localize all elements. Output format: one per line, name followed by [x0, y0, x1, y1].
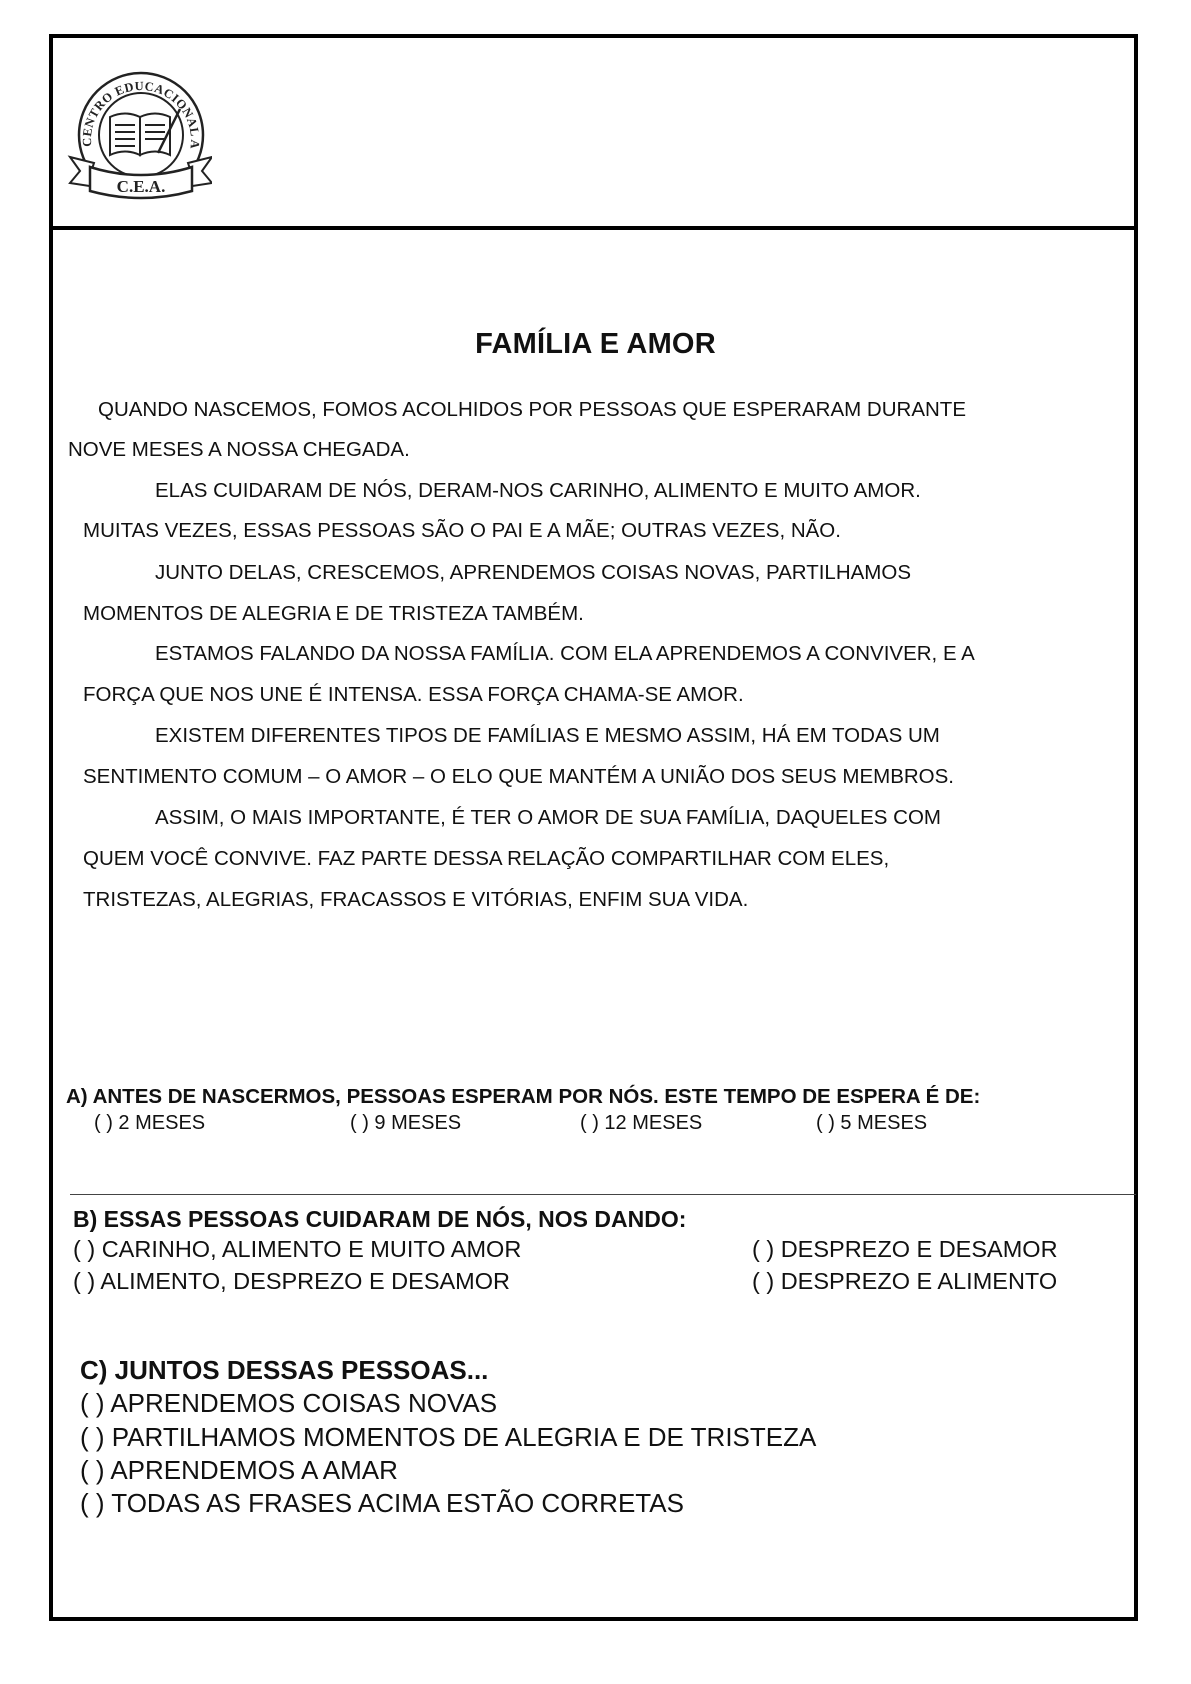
question-b-option[interactable]: ( ) ALIMENTO, DESPREZO E DESAMOR [73, 1268, 510, 1294]
question-c-option[interactable]: ( ) PARTILHAMOS MOMENTOS DE ALEGRIA E DE TRISTEZA [80, 1422, 817, 1452]
text-line: SENTIMENTO COMUM – O AMOR – O ELO QUE MANTÉM A UNIÃO DOS SEUS MEMBROS. [83, 765, 954, 788]
question-c-option[interactable]: ( ) TODAS AS FRASES ACIMA ESTÃO CORRETAS [80, 1488, 684, 1518]
text-line: JUNTO DELAS, CRESCEMOS, APRENDEMOS COISAS NOVAS, PARTILHAMOS [155, 561, 912, 584]
question-b-option[interactable]: ( ) DESPREZO E DESAMOR [752, 1236, 1058, 1262]
text-line: FORÇA QUE NOS UNE É INTENSA. ESSA FORÇA CHAMA-SE AMOR. [83, 683, 744, 706]
question-a-option[interactable]: ( ) 2 MESES [94, 1112, 206, 1134]
page-title: FAMÍLIA E AMOR [475, 328, 716, 360]
text-line: MOMENTOS DE ALEGRIA E DE TRISTEZA TAMBÉM. [83, 602, 584, 625]
answer-line [70, 1194, 1136, 1195]
text-line: ASSIM, O MAIS IMPORTANTE, É TER O AMOR DE SUA FAMÍLIA, DAQUELES COM [155, 806, 941, 829]
question-c-option[interactable]: ( ) APRENDEMOS A AMAR [80, 1455, 398, 1485]
question-a-option[interactable]: ( ) 5 MESES [816, 1112, 928, 1134]
text-line: QUEM VOCÊ CONVIVE. FAZ PARTE DESSA RELAÇÃO COMPARTILHAR COM ELES, [83, 847, 890, 870]
text-line: ESTAMOS FALANDO DA NOSSA FAMÍLIA. COM ELA APRENDEMOS A CONVIVER, E A [155, 642, 975, 665]
svg-text:C.E.A.: C.E.A. [116, 177, 166, 196]
header-divider [49, 226, 1138, 230]
cea-seal-icon [62, 55, 212, 215]
question-c-option[interactable]: ( ) APRENDEMOS COISAS NOVAS [80, 1388, 498, 1418]
text-line: NOVE MESES A NOSSA CHEGADA. [68, 438, 410, 461]
question-b-option[interactable]: ( ) CARINHO, ALIMENTO E MUITO AMOR [73, 1236, 522, 1262]
question-a-option[interactable]: ( ) 9 MESES [350, 1112, 462, 1134]
question-a-prompt: A) ANTES DE NASCERMOS, PESSOAS ESPERAM POR NÓS. ESTE TEMPO DE ESPERA É DE: [66, 1085, 981, 1108]
text-line: EXISTEM DIFERENTES TIPOS DE FAMÍLIAS E MESMO ASSIM, HÁ EM TODAS UM [155, 724, 940, 747]
text-line: MUITAS VEZES, ESSAS PESSOAS SÃO O PAI E A MÃE; OUTRAS VEZES, NÃO. [83, 519, 841, 542]
text-line: TRISTEZAS, ALEGRIAS, FRACASSOS E VITÓRIAS, ENFIM SUA VIDA. [83, 888, 749, 911]
question-c-prompt: C) JUNTOS DESSAS PESSOAS... [80, 1355, 489, 1385]
question-a-option[interactable]: ( ) 12 MESES [580, 1112, 703, 1134]
school-logo [62, 55, 212, 215]
question-b-prompt: B) ESSAS PESSOAS CUIDARAM DE NÓS, NOS DANDO: [73, 1206, 687, 1232]
svg-text:CENTRO EDUCACIONAL ANCHIETA: CENTRO EDUCACIONAL A [79, 78, 203, 150]
question-b-option[interactable]: ( ) DESPREZO E ALIMENTO [752, 1268, 1058, 1294]
text-line: ELAS CUIDARAM DE NÓS, DERAM-NOS CARINHO, ALIMENTO E MUITO AMOR. [155, 479, 921, 502]
open-book-icon [110, 109, 180, 155]
text-line: QUANDO NASCEMOS, FOMOS ACOLHIDOS POR PESSOAS QUE ESPERARAM DURANTE [98, 398, 966, 421]
